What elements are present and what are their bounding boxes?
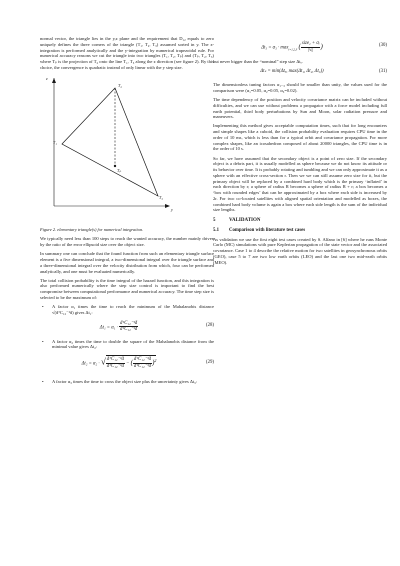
equation-29: Δt₂ = α₂ · √ $\frac{\text{ḋᵀC₁₂⁻¹ḋ}}{\text{ḋᵀC₁₂⁻¹ḋ}}$ − ( $\frac{\text{ḋᵀC₁₂⁻¹ḋ}}{\text{ḋᵀC₁₂⁻¹ḋ}}$ )$^2$ (29): [81, 356, 214, 369]
axis-label-y: y: [171, 206, 173, 212]
paragraph: In summary one can conclude that the found function from such an elementary triangle surface element is a five dimensional integral, a two-dimensional integral over the triangle surface and a three-dimensional integral over the velocity distribution from which, four can be performed analytically, and one must be evaluated numerically.: [40, 251, 214, 274]
paragraph: but never bigger than the “nominal” step size Δtₒ.: [213, 59, 303, 64]
equation-number: (28): [206, 322, 214, 328]
bullet-dot: •: [42, 379, 44, 385]
paragraph: So far, we have assumed that the secondary object is a point of zero size. If the secondary object is a debris part, it is usually modelled as sphere because we do not know its attitude or its behavior over time. It is probably rotating and tumbling and we can only approximate it as a sphere with an effective cross-section r. Then we we can still assume zero size for it, but the primary object will be replaced by a combined hard body which is the primary ‘inflated’ in each direction by r; a sphere of radius R becomes a sphere of radius R + r; a box becomes a ‘box with rounded edges’ that can be approximated by a box where each side is increased by 2r. For two co-located satellites with aligned spatial orientation and modelled as boxes, the combined hard body volume is again a box where each side length is the sum of the individual size lengths.: [213, 155, 387, 213]
equation-number: (30): [379, 43, 387, 48]
equation-28: [40, 319, 214, 335]
triangle-figure: [40, 74, 214, 224]
label-t3: T₃: [159, 194, 163, 200]
eq-fraction: $\frac{\text{size₁ + σᵢ}}{\text{|vᵢ|}}$: [301, 41, 320, 53]
figure-caption: Figure 2. elementary triangle(s) for numerical integration.: [40, 226, 144, 232]
right-column: [213, 36, 387, 269]
bullet-item: [40, 304, 214, 316]
bullet-text: A factor α₁ times the time to reach the minimum of the Mahalanobis distance √(ḋᵀC₁₂⁻¹ḋ) gives Δt₁:: [52, 304, 214, 315]
eq-lhs: Δt₁ = α₁ ·: [99, 324, 118, 330]
bullet-dot: •: [42, 304, 44, 310]
bullet-item: [40, 379, 214, 385]
equation-31: Δtₛ = min(Δtₒ, max(Δt₁, Δt₂, Δt₃)) (31): [260, 69, 387, 75]
label-t1: T₁: [53, 139, 57, 145]
paragraph: The time dependency of the position and velocity covariance matrix can be included without difficulties, and we can use without problems a propagator with a force model including full earth potential, third body perturbations by Sun and Moon, solar radiation pressure and maneuvers.: [213, 97, 387, 120]
bullet-item: [40, 339, 214, 351]
left-column: [40, 36, 214, 386]
paragraph: normal vector, the triangle lies in the y,z plane and the requirement that D₁₂ equals to zero uniquely defines the three corners of the triangle (T₁, T₂, T₃) assumed sorted in y. The z-integration is performed analytically and the y-integration by numerical trapezoidal rule. For numerical accuracy reasons we cut the triangle into two triangles (T₁, T₂, Tₚ) and (Tₚ, T₂, T₃) where Tₚ is the projection of T₂ onto the line T₁, T₃ along the z direction (see figure 2). By this choice, the convergence is quadratic instead of only linear with the y step size.: [40, 36, 214, 70]
eq-fraction: $\frac{\text{ḋᵀC₁₂⁻¹ḋ}}{\text{ḋᵀC₁₂⁻¹ḋ}}$: [133, 357, 152, 369]
paragraph: The total collision probability is the time integral of the hazard function, and this integration is also performed numerically where the step size control is important to find the best compromise between computational performance and numerical accuracy. The time step size is selected to be the maximum of:: [40, 277, 214, 300]
bullet-dot: •: [42, 338, 44, 344]
paragraph: Implementing this method gives acceptable computation times, such that for long encounters and simple shapes like a cuboid, the collision probability evaluation requires CPU time in the order of 10 ms, which is less than for a typical orbit and covariance propagation. For more complex shapes, like an icosahedron composed of about 20000 triangles, the CPU time is in the order of 10 s.: [213, 123, 387, 152]
bullet-text: A factor α₃ times the time to cross the object size plus the uncertainty gives Δt₃:: [52, 379, 197, 385]
eq-fraction: $\frac{\text{ḋᵀC₁₂⁻¹ḋ}}{\text{ḋᵀC₁₂⁻¹ḋ}}$: [120, 320, 138, 333]
section-heading: 5 VALIDATION: [213, 218, 261, 224]
bullet-text: A factor α₂ times the time to double the square of the Mahalanobis distance from the minimal value gives Δt₂:: [52, 338, 214, 350]
triangle-diagram: [40, 74, 214, 224]
paragraph: The dimensionless tuning factors α₁..₃ should be smaller than unity, the values used for the comparison were (α₁=0.05, α₂=0.05, α₃=0.02).: [213, 82, 387, 93]
eq-fraction: $\frac{\text{ḋᵀC₁₂⁻¹ḋ}}{\text{ḋᵀC₁₂⁻¹ḋ}}$: [106, 357, 124, 369]
equation-number: (31): [379, 69, 387, 75]
paragraph: As validation we use the first eight test cases created by S. Alfano in [6] where he runs Monte Carlo (MC) simulations with pure Keplerian propagation of the state vector and the associated covariance. Case 1 to 4 describe the relative motion for two satellites in geosynchronous orbits (GEO), case 5 to 7 are two low earth orbits (LEO) and the last one two mid-earth orbits (MEO).: [213, 236, 387, 265]
axis-label-z: z: [46, 75, 48, 81]
eq-lhs: Δt₃ = α₃ · max: [261, 45, 289, 51]
paragraph: We typically need less than 100 steps to reach the wanted accuracy, the number mainly driven by the ratio of the error ellipsoid size over the object size.: [40, 236, 214, 248]
label-tp: Tₚ: [117, 167, 122, 173]
equation-30: $\Delta t_3 = \alpha_3 \cdot \max_{i=1,2,3}$ ( $\frac{\text{size₁ + σᵢ}}{\text{|vᵢ|}}$ ) (30): [261, 41, 387, 53]
label-t2: T₂: [118, 82, 122, 88]
eq-lhs: Δt₂ = α₂ ·: [81, 361, 100, 367]
equation-number: (29): [206, 360, 214, 366]
subsection-heading: 5.1 Comparison with literature test cases: [213, 227, 306, 233]
